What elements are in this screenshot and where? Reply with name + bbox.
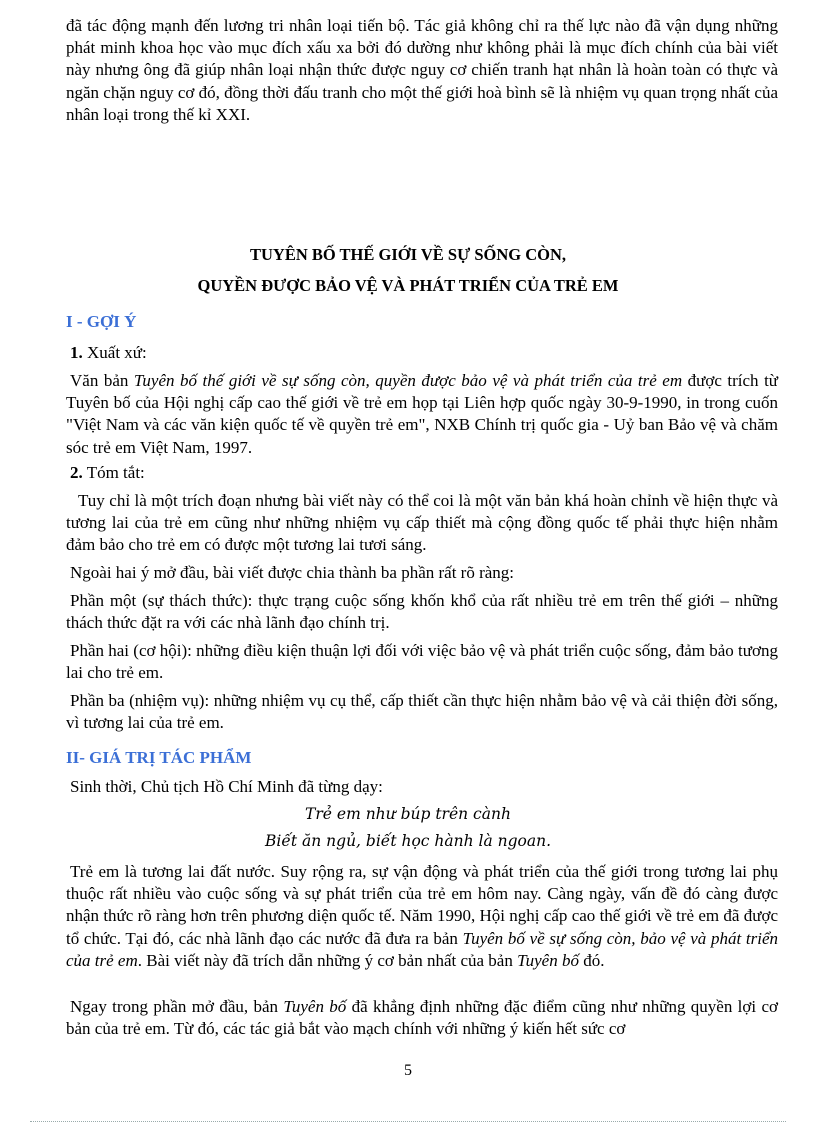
document-title-line-2: QUYỀN ĐƯỢC BẢO VỆ VÀ PHÁT TRIỂN CỦA TRẺ EM (197, 276, 619, 295)
poem-line-2: Biết ăn ngủ, biết học hành là ngoan. (264, 832, 552, 850)
document-title-line-1: TUYÊN BỐ THẾ GIỚI VỀ SỰ SỐNG CÒN, (249, 245, 566, 264)
value2-text-italic: Tuyên bố (283, 997, 347, 1016)
origin-text-title: Tuyên bố thế giới về sự sống còn, quyền được bảo vệ và phát triển của trẻ em (133, 371, 683, 390)
intro-paragraph: đã tác động mạnh đến lương tri nhân loại tiến bộ. Tác giả không chỉ ra thế lực nào đã vận dụng những phát minh khoa học vào mục đích xấu xa bởi đó dường như không phải là mục đích chính của bài viết này nhưng ông đã giúp nhân loại nhận thức được nguy cơ chiến tranh hạt nhân là hoàn toàn có thực và ngăn chặn nguy cơ đó, đồng thời đấu tranh cho một thế giới hoà bình sẽ là nhiệm vụ quan trọng nhất của nhân loại trong thế kỉ XXI. (66, 16, 779, 124)
subheading-number: 2. (70, 463, 83, 482)
value-paragraph-2 (66, 996, 778, 1040)
value-text-italic-tuyen-bo: Tuyên bố (517, 950, 579, 970)
section-heading-goi-y: I - GỢI Ý (66, 312, 137, 331)
subheading-tom-tat (70, 463, 145, 483)
subheading-xuat-xu (70, 343, 147, 363)
value-text-a: Trẻ em là tương lai đất nước. Suy rộng ra, sự vận động và phát triển của thế giới trong tương lai phụ thuộc rất nhiều vào cuộc sống và sự phát triển của trẻ em hôm nay. Càng ngày, vấn đề đó càng được nhận thức rõ ràng hơn trên phương diện quốc tế. Năm 1990, Hội nghị cấp cao thế giới về trẻ em đã được tổ chức. Tại đó, các nhà lãnh đạo các nước đã đưa ra bản (66, 862, 778, 948)
poem-line-1: Trẻ em như búp trên cành (305, 805, 511, 823)
origin-paragraph (66, 370, 778, 459)
part-two-paragraph: Phần hai (cơ hội): những điều kiện thuận lợi đối với việc bảo vệ và phát triển cuộc sống, đảm bảo tương lai cho trẻ em. (66, 641, 778, 683)
part-one-paragraph: Phần một (sự thách thức): thực trạng cuộc sống khốn khổ của rất nhiều trẻ em trên thế giới – những thách thức đặt ra với các nhà lãnh đạo chính trị. (66, 591, 778, 633)
quote-intro-paragraph: Sinh thời, Chủ tịch Hồ Chí Minh đã từng dạy: (70, 777, 383, 796)
value-text-b: . Bài viết này đã trích dẫn những ý cơ bản nhất của bản (137, 950, 518, 970)
value2-text-b: đã khẳng định những đặc điểm cũng như những quyền lợi cơ bản của trẻ em. Từ đó, các tác giả bắt vào mạch chính với những ý kiến hết sức cơ (66, 997, 778, 1039)
subheading-number: 1. (70, 343, 83, 362)
page-number: 5 (404, 1062, 412, 1079)
subheading-label: Xuất xứ: (87, 343, 147, 362)
subheading-label: Tóm tắt: (86, 463, 145, 482)
origin-text-post: được trích từ Tuyên bố của Hội nghị cấp cao thế giới về trẻ em họp tại Liên hợp quốc ngày 30-9-1990, in trong cuốn "Việt Nam và các văn kiện quốc tế về quyền trẻ em", NXB Chính trị quốc gia - Uỷ ban Bảo vệ và chăm sóc trẻ em Việt Nam, 1997. (66, 371, 779, 457)
summary-paragraph: Tuy chỉ là một trích đoạn nhưng bài viết này có thể coi là một văn bản khá hoàn chỉnh về hiện thực và tương lai của trẻ em cũng như những nhiệm vụ cấp thiết mà cộng đồng quốc tế phải thực hiện nhằm đảm bảo cho trẻ em có được một tương lai tươi sáng. (66, 491, 778, 555)
origin-text-pre: Văn bản (70, 371, 134, 390)
section-heading-gia-tri: II- GIÁ TRỊ TÁC PHẨM (66, 748, 252, 767)
value-text-c: đó. (578, 950, 605, 970)
page-bottom-divider (30, 1121, 786, 1122)
part-three-paragraph: Phần ba (nhiệm vụ): những nhiệm vụ cụ thể, cấp thiết cần thực hiện nhằm bảo vệ và cải thiện đời sống, vì tương lai của trẻ em. (66, 691, 778, 733)
value2-text-a: Ngay trong phần mở đầu, bản (70, 997, 284, 1016)
parts-intro-paragraph: Ngoài hai ý mở đầu, bài viết được chia thành ba phần rất rõ ràng: (70, 563, 515, 582)
value-text-italic-declaration: Tuyên bố về sự sống còn, bảo vệ và phát triển của trẻ em (66, 928, 779, 970)
value-paragraph-1 (66, 861, 778, 972)
